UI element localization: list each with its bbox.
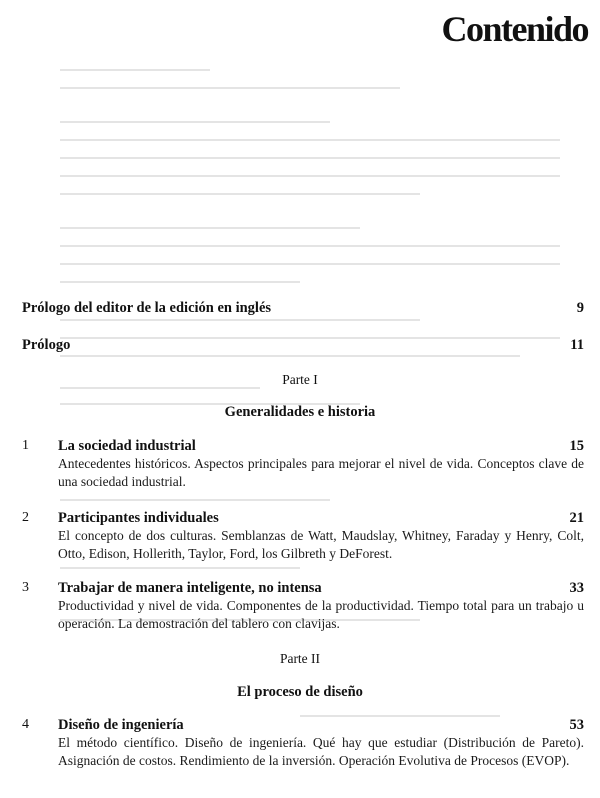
chapter-number: 2 (22, 510, 29, 525)
chapter-title: Trabajar de manera inteligente, no intensa (58, 580, 322, 596)
chapter-page: 15 (569, 438, 584, 454)
entry-page: 9 (576, 300, 584, 316)
chapter-page: 53 (569, 717, 584, 733)
chapter-number: 4 (22, 717, 29, 732)
chapter-description: El concepto de dos culturas. Semblanzas de Watt, Maudslay, Whitney, Faraday y Henry, Colt, Otto, Edison, Hollerith, Taylor, Ford, los Gilbreth y DeForest. (58, 528, 584, 561)
part-title: Generalidades e historia (224, 404, 376, 420)
chapter-title: Diseño de ingeniería (58, 717, 184, 733)
chapter-description: El método científico. Diseño de ingeniería. Qué hay que estudiar (Distribución de Pareto). Asignación de costos. Rendimiento de la inversión. Operación Evolutiva de Procesos (EVOP). (58, 735, 584, 768)
toc-chapter[interactable] (22, 509, 584, 563)
chapter-title: La sociedad industrial (58, 438, 196, 454)
chapter-description: Antecedentes históricos. Aspectos principales para mejorar el nivel de vida. Conceptos clave de una sociedad industrial. (58, 456, 584, 489)
chapter-title: Participantes individuales (58, 510, 219, 526)
page-title: Contenido (441, 9, 588, 49)
part-label: Parte I (282, 372, 318, 387)
part-label: Parte II (279, 651, 321, 666)
part-title: El proceso de diseño (237, 684, 363, 700)
entry-page: 11 (570, 337, 584, 353)
entry-label: Prólogo (22, 337, 71, 353)
toc-entry-prologue[interactable] (22, 337, 584, 354)
chapter-number: 3 (22, 580, 29, 595)
chapter-page: 21 (569, 510, 584, 526)
chapter-number: 1 (22, 438, 29, 453)
chapter-description: Productividad y nivel de vida. Componentes de la productividad. Tiempo total para un trabajo u operación. La demostración del tablero con clavijas. (58, 598, 584, 631)
entry-label: Prólogo del editor de la edición en inglés (22, 300, 272, 316)
toc-chapter[interactable] (22, 716, 584, 770)
toc-chapter[interactable] (22, 437, 584, 491)
toc-chapter[interactable] (22, 579, 584, 633)
toc-entry-editor-prologue[interactable] (22, 300, 584, 317)
chapter-page: 33 (569, 580, 584, 596)
